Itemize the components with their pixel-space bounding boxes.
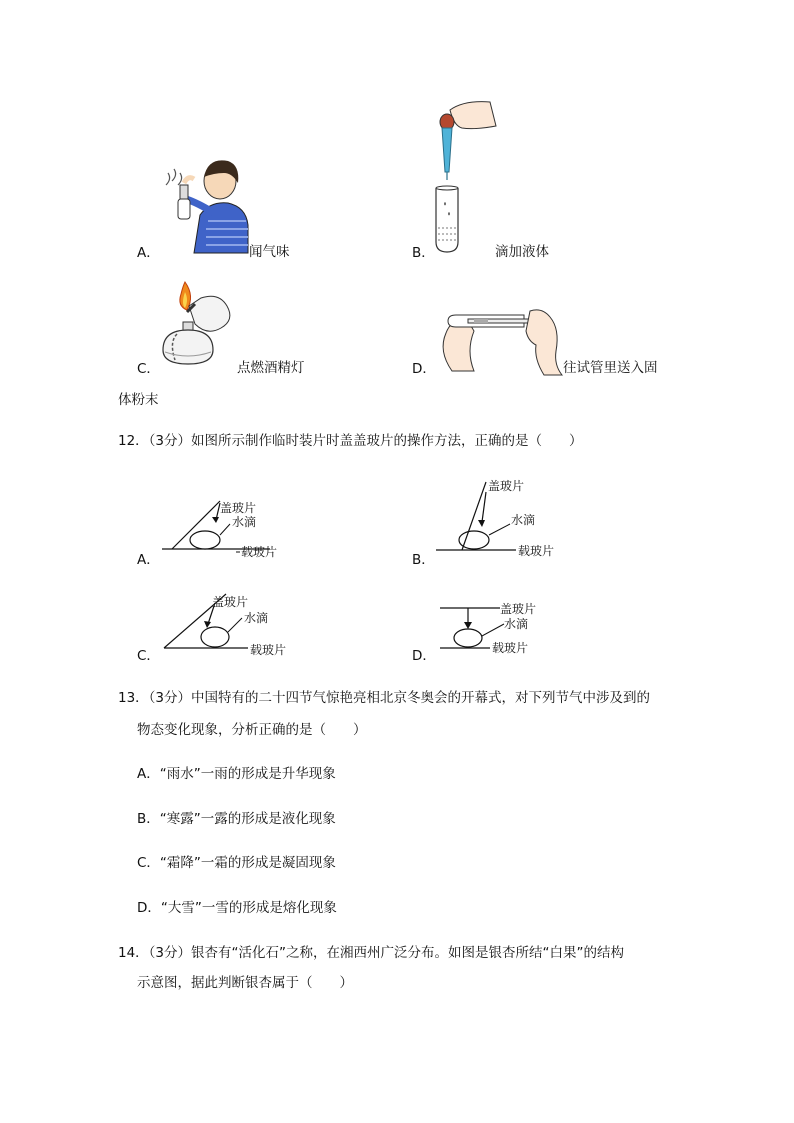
option-a-caption: 闻气味 [249, 244, 290, 260]
q12-b-cover-label: 盖玻片 [488, 479, 525, 493]
question-14-stem-line-1: 14．（3分）银杏有“活化石”之称，在湘西州广泛分布。如图是银杏所结“白果”的结构 [118, 945, 624, 961]
alcohol-lamp-illustration [155, 280, 245, 370]
question-13-stem-line-1: 13．（3分）中国特有的二十四节气惊艳亮相北京冬奥会的开幕式，对下列节气中涉及到的 [118, 690, 651, 706]
q13-option-d[interactable]: D．“大雪”一雪的形成是熔化现象 [137, 900, 337, 916]
q12-option-c-letter: C． [137, 648, 160, 664]
option-c-letter: C． [137, 361, 160, 377]
q12-option-d-diagram [438, 600, 578, 656]
q13-option-c[interactable]: C．“霜降”一霜的形成是凝固现象 [137, 855, 336, 871]
q12-d-drop-label: 水滴 [504, 617, 529, 631]
question-13-stem-line-2: 物态变化现象，分析正确的是（ ） [137, 722, 367, 738]
smelling-gas-illustration [160, 155, 250, 255]
q12-option-a-letter: A． [137, 552, 160, 568]
option-d-caption: 往试管里送入固 [563, 360, 658, 376]
q12-a-cover-label: 盖玻片 [220, 501, 257, 515]
q12-option-b-letter: B． [412, 552, 435, 568]
q12-a-drop-label: 水滴 [232, 515, 257, 529]
option-b-caption: 滴加液体 [495, 244, 549, 260]
option-c-caption: 点燃酒精灯 [237, 360, 305, 376]
q12-c-slide-label: 载玻片 [250, 643, 287, 657]
option-a-letter: A． [137, 245, 160, 261]
test-tube-powder-illustration [440, 305, 565, 373]
option-d-letter: D． [412, 361, 436, 377]
q13-option-a[interactable]: A．“雨水”一雨的形成是升华现象 [137, 766, 336, 782]
q12-option-d-letter: D． [412, 648, 436, 664]
dropper-illustration [420, 100, 500, 260]
q12-a-slide-label: 载玻片 [241, 545, 278, 559]
q12-d-slide-label: 载玻片 [492, 641, 529, 655]
q12-c-cover-label: 盖玻片 [212, 595, 249, 609]
question-12-stem: 12．（3分）如图所示制作临时装片时盖盖玻片的操作方法，正确的是（ ） [118, 433, 583, 449]
q12-option-b-diagram [432, 478, 582, 556]
q12-option-c-diagram [160, 592, 300, 657]
q12-d-cover-label: 盖玻片 [500, 602, 537, 616]
q12-c-drop-label: 水滴 [244, 611, 269, 625]
q12-b-drop-label: 水滴 [511, 513, 536, 527]
question-14-stem-line-2: 示意图，据此判断银杏属于（ ） [137, 975, 353, 991]
option-d-caption-continued: 体粉末 [118, 392, 159, 408]
option-b-letter: B． [412, 245, 435, 261]
q12-option-a-diagram [160, 495, 310, 559]
q12-b-slide-label: 载玻片 [518, 544, 555, 558]
q13-option-b[interactable]: B．“寒露”一露的形成是液化现象 [137, 811, 336, 827]
